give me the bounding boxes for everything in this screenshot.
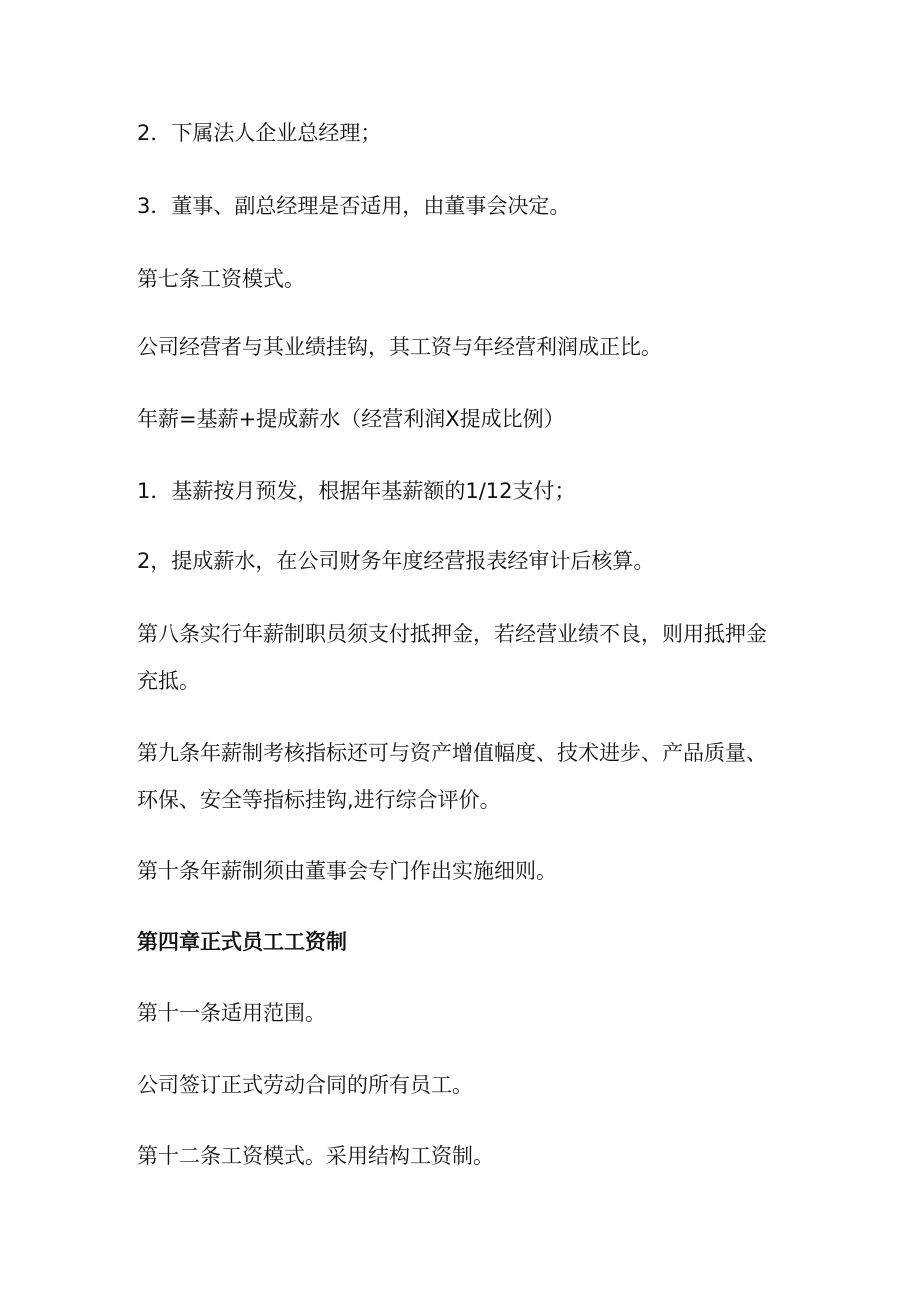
chapter-4-heading: 第四章正式员工工资制 <box>137 930 347 954</box>
article-7-paragraph: 公司经营者与其业绩挂钩，其工资与年经营利润成正比。 <box>137 335 662 359</box>
article-11-paragraph: 公司签订正式劳动合同的所有员工。 <box>137 1073 473 1097</box>
article-8-paragraph: 第八条实行年薪制职员须支付抵押金，若经营业绩不良，则用抵押金充抵。 <box>137 622 767 693</box>
article-7-title: 第七条工资模式。 <box>137 267 305 291</box>
list-item-3-directors: 3．董事、副总经理是否适用，由董事会决定。 <box>137 194 571 218</box>
list-item-2-commission: 2，提成薪水，在公司财务年度经营报表经审计后核算。 <box>137 549 655 573</box>
article-9-paragraph: 第九条年薪制考核指标还可与资产增值幅度、技术进步、产品质量、环保、安全等指标挂钩,进行综合评价。 <box>137 741 767 812</box>
list-item-2-general-manager: 2．下属法人企业总经理； <box>137 121 382 145</box>
article-10-paragraph: 第十条年薪制须由董事会专门作出实施细则。 <box>137 859 557 883</box>
article-12-paragraph: 第十二条工资模式。采用结构工资制。 <box>137 1144 494 1168</box>
article-11-title: 第十一条适用范围。 <box>137 1001 326 1025</box>
list-item-1-base-salary: 1．基薪按月预发，根据年基薪额的1/12支付； <box>137 479 576 503</box>
salary-formula: 年薪=基薪+提成薪水（经营利润X提成比例） <box>137 407 565 431</box>
